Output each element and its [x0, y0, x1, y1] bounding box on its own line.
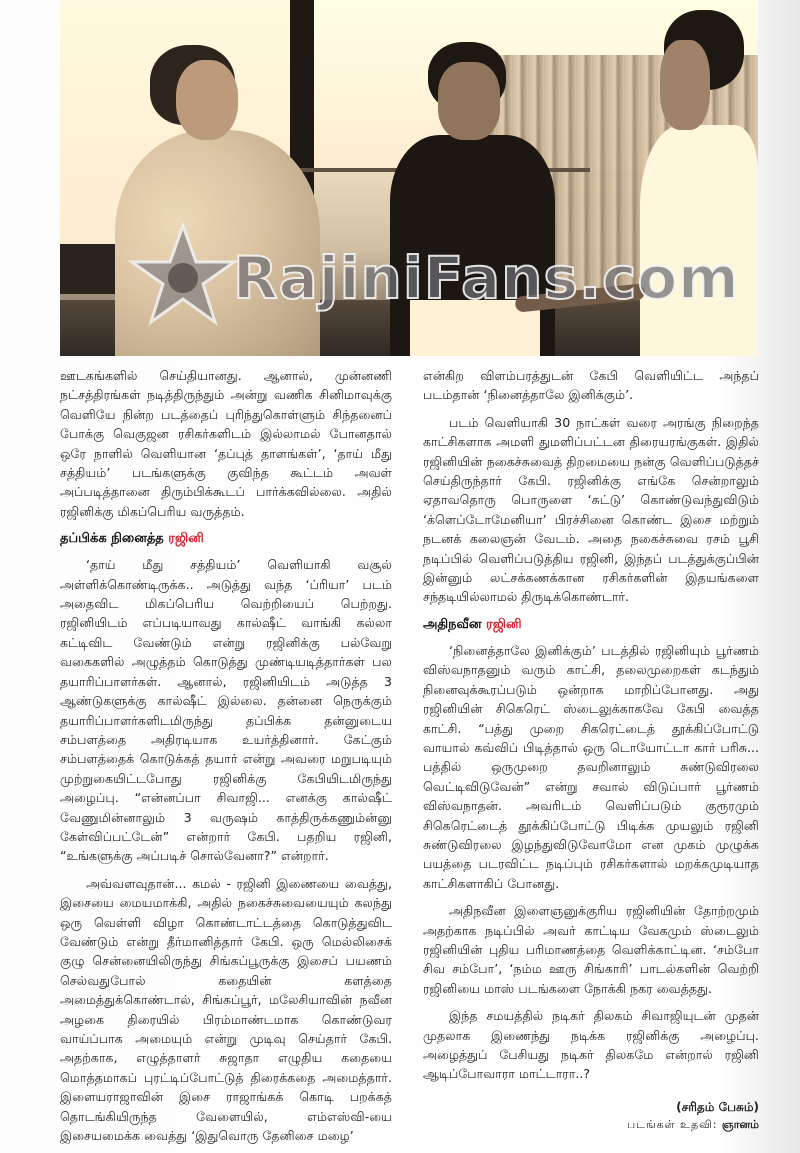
article-paragraph: அதிநவீன இளைஞனுக்குரிய ரஜினியின் தோற்றமும் அதற்காக நடிப்பில் அவர் காட்டிய வேகமும் ஸ்டைலும் ரஜினியின் புதிய பரிமாணத்தை வெளிக்காட்டின. ‘சம்போ சிவ சம்போ’, ‘நம்ம ஊரு சிங்காரி’ பாடல்களின் வெற்றி ரஜினியை மாஸ் படங்களை நோக்கி நகர வைத்தது. — [423, 903, 759, 996]
byline — [423, 1098, 759, 1134]
photo-man1-face — [438, 62, 500, 140]
article-paragraph: ‘தாய் மீது சத்தியம்’ வெளியாகி வசூல் அள்ளிக்கொண்டிருக்க.. அடுத்து வந்த ‘ப்ரியா’ படம் அதைவிட மிகப்பெரிய வெற்றியைப் பெற்றது. ரஜினியிடம் எப்படியாவது கால்ஷீட் வாங்கி கல்லா கட்டிவிட வேண்டும் என்று ரஜினிக்கு பல்வேறு வகைகளில் அழுத்தம் கொடுத்து முண்டியடித்தார்கள் பல தயாரிப்பாளர்கள். ஆனால், ரஜினியிடம் அடுத்த 3 ஆண்டுகளுக்கு கால்ஷீட் இல்லை. தன்னை நெருக்கும் தயாரிப்பாளர்களிடமிருந்து தப்பிக்க தன்னுடைய சம்பளத்தை அதிரடியாக உயர்த்தினார். கேட்கும் சம்பளத்தைக் கொடுக்கத் தயார் என்று அவரை மறுபடியும் முற்றுகையிட்டபோது ரஜினிக்கு கேபியிடமிருந்து அழைப்பு. “என்னப்பா சிவாஜி... எனக்கு கால்ஷீட் வேணுமின்னாலும் 3 வருஷம் காத்திருக்கணும்ன்னு கேள்விப்பட்டேன்” என்றார் கேபி. பதறிய ரஜினி, “உங்களுக்கு அப்படிச் சொல்வேனா?” என்றார். — [60, 557, 392, 864]
photo-man2-face — [660, 40, 710, 130]
section-subhead — [60, 529, 392, 549]
photo-woman-face — [176, 60, 238, 140]
star-logo-icon — [128, 222, 238, 332]
article-paragraph: ஊடகங்களில் செய்தியானது. ஆனால், முன்னணி நட்சத்திரங்கள் நடித்திருந்தும் அன்று வணிக சினிமாவுக்கு வெளியே நின்ற படத்தைப் புரிந்துகொள்ளும் சிந்தனைப் போக்கு வெகுஜன ரசிகர்களிடம் இல்லாமல் போனதால் ஒரே நாளில் வெளியான ‘தப்புத் தாளங்கள்’, ‘தாய் மீது சத்தியம்’ படங்களுக்கு குவிந்த கூட்டம் அவள் அப்படித்தானை திரும்பிக்கூடப் பார்க்கவில்லை. அதில் ரஜினிக்கு மிகப்பெரிய வருத்தம். — [60, 368, 392, 519]
article-column-left — [60, 366, 392, 1153]
article-column-right — [423, 366, 759, 1134]
series-label: (சரிதம் பேசும்) — [676, 1099, 759, 1114]
subhead-text: தப்பிக்க நினைத்த — [60, 531, 169, 547]
article-paragraph: படம் வெளியாகி 30 நாட்கள் வரை அரங்கு நிறைந்த காட்சிகளாக அமளி துமளிப்பட்டன திரையரங்குகள். இதில் ரஜினியின் நகைச்சுவைத் திறமையை நன்கு வெளிப்படுத்தச் செய்திருந்தார் கேபி. ரஜினிக்கு எங்கே சென்றாலும் ஏதாவதொரு பொருளை ‘சுட்டு’ கொண்டுவந்துவிடும் ‘க்ளெப்டோமேனியா’ பிரச்சினை கொண்ட இசை மற்றும் நடனக் கலைஞன் வேடம். அதை நகைச்சுவை ரசம் பூசி நடிப்பில் வெளிப்படுத்திய ரஜினி, இந்தப் படத்துக்குப்பின் இன்னும் லட்சக்கணக்கான ரசிகர்களின் இதயங்களை சந்தடியில்லாமல் திருடிக்கொண்டார். — [423, 414, 759, 605]
subhead-accent: ரஜினி — [168, 531, 204, 547]
article-paragraph: என்கிற விளம்பரத்துடன் கேபி வெளியிட்ட அந்தப் படம்தான் ‘நினைத்தாலே இனிக்கும்’. — [423, 368, 759, 403]
watermark-text: RajiniFans.com — [233, 244, 740, 312]
article-paragraph: அவ்வளவுதான்... கமல் - ரஜினி இணையை வைத்து, இசையை மையமாக்கி, அதில் நகைச்சுவையையும் கலந்து ஒரு வெள்ளி விழா கொண்டாட்டத்தை கொடுத்துவிட வேண்டும் என்று தீர்மானித்தார் கேபி. ஒரு மெல்லிசைக் குழு சென்னையிலிருந்து சிங்கப்பூருக்கு இசைப் பயணம் செல்வதுபோல் கதையின் களத்தை அமைத்துக்கொண்டால், சிங்கப்பூர், மலேசியாவின் நவீன அழகை திரையில் பிரம்மாண்டமாக கொண்டுவர வாய்ப்பாக அமையும் என்று முடிவு செய்தார் கேபி. அதற்காக, எழுத்தாளர் சுஜாதா எழுதிய கதையை மொத்தமாகப் புரட்டிப்போட்டுத் திரைக்கதை அமைத்தார். இளையராஜாவின் இசை ராஜாங்கக் கொடி பறக்கத் தொடங்கியிருந்த வேளையில், எம்எஸ்வி-யை இசையமைக்க வைத்து ‘இதுவொரு தேனிசை மழை’ — [60, 875, 392, 1144]
section-subhead — [423, 615, 759, 635]
article-paragraph: ‘நினைத்தாலே இனிக்கும்’ படத்தில் ரஜினியும் பூர்ணம் விஸ்வநாதனும் வரும் காட்சி, தலைமுறைகள் கடந்தும் நினைவுக்கூரப்படும் ஒன்றாக மாறிப்போனது. அது ரஜினியின் சிகெரெட் ஸ்டைலுக்காகவே கேபி வைத்த காட்சி. “பத்து முறை சிகரெட்டைத் தூக்கிப்போட்டு வாயால் கவ்விப் பிடித்தால் ஒரு டொயோட்டா கார் பரிசு... பத்தில் ஒருமுறை தவறினாலும் சுண்டுவிரலை வெட்டிவிடுவேன்” என்று சவால் விடுப்பார் பூர்ணம் விஸ்வநாதன். அவரிடம் வெளிப்படும் குரூரமும் சிகெரெட்டைத் தூக்கிப்போட்டு பிடிக்க முயலும் ரஜினி சுண்டுவிரலை இழந்துவிடுவோமோ என முகம் முழுக்க பயத்தை படரவிட்ட நடிப்பும் ரசிகர்களால் மறக்கமுடியாத காட்சிகளாகிப் போனது. — [423, 642, 759, 891]
photo-credit — [423, 1116, 759, 1134]
photo-credit-label: படங்கள் உதவி: — [627, 1117, 722, 1131]
photo-credit-name: ஞானம் — [721, 1117, 759, 1131]
subhead-text: அதிநவீன — [423, 616, 487, 632]
article-paragraph: இந்த சமயத்தில் நடிகர் திலகம் சிவாஜியுடன் முதன் முதலாக இணைந்து நடிக்க ரஜினிக்கு அழைப்பு. அழைத்துப் பேசியது நடிகர் திலகமே என்றால் ரஜினி ஆடிப்போவாரா மாட்டாரா..? — [423, 1008, 759, 1082]
watermark — [128, 222, 740, 332]
subhead-accent: ரஜினி — [486, 616, 522, 632]
